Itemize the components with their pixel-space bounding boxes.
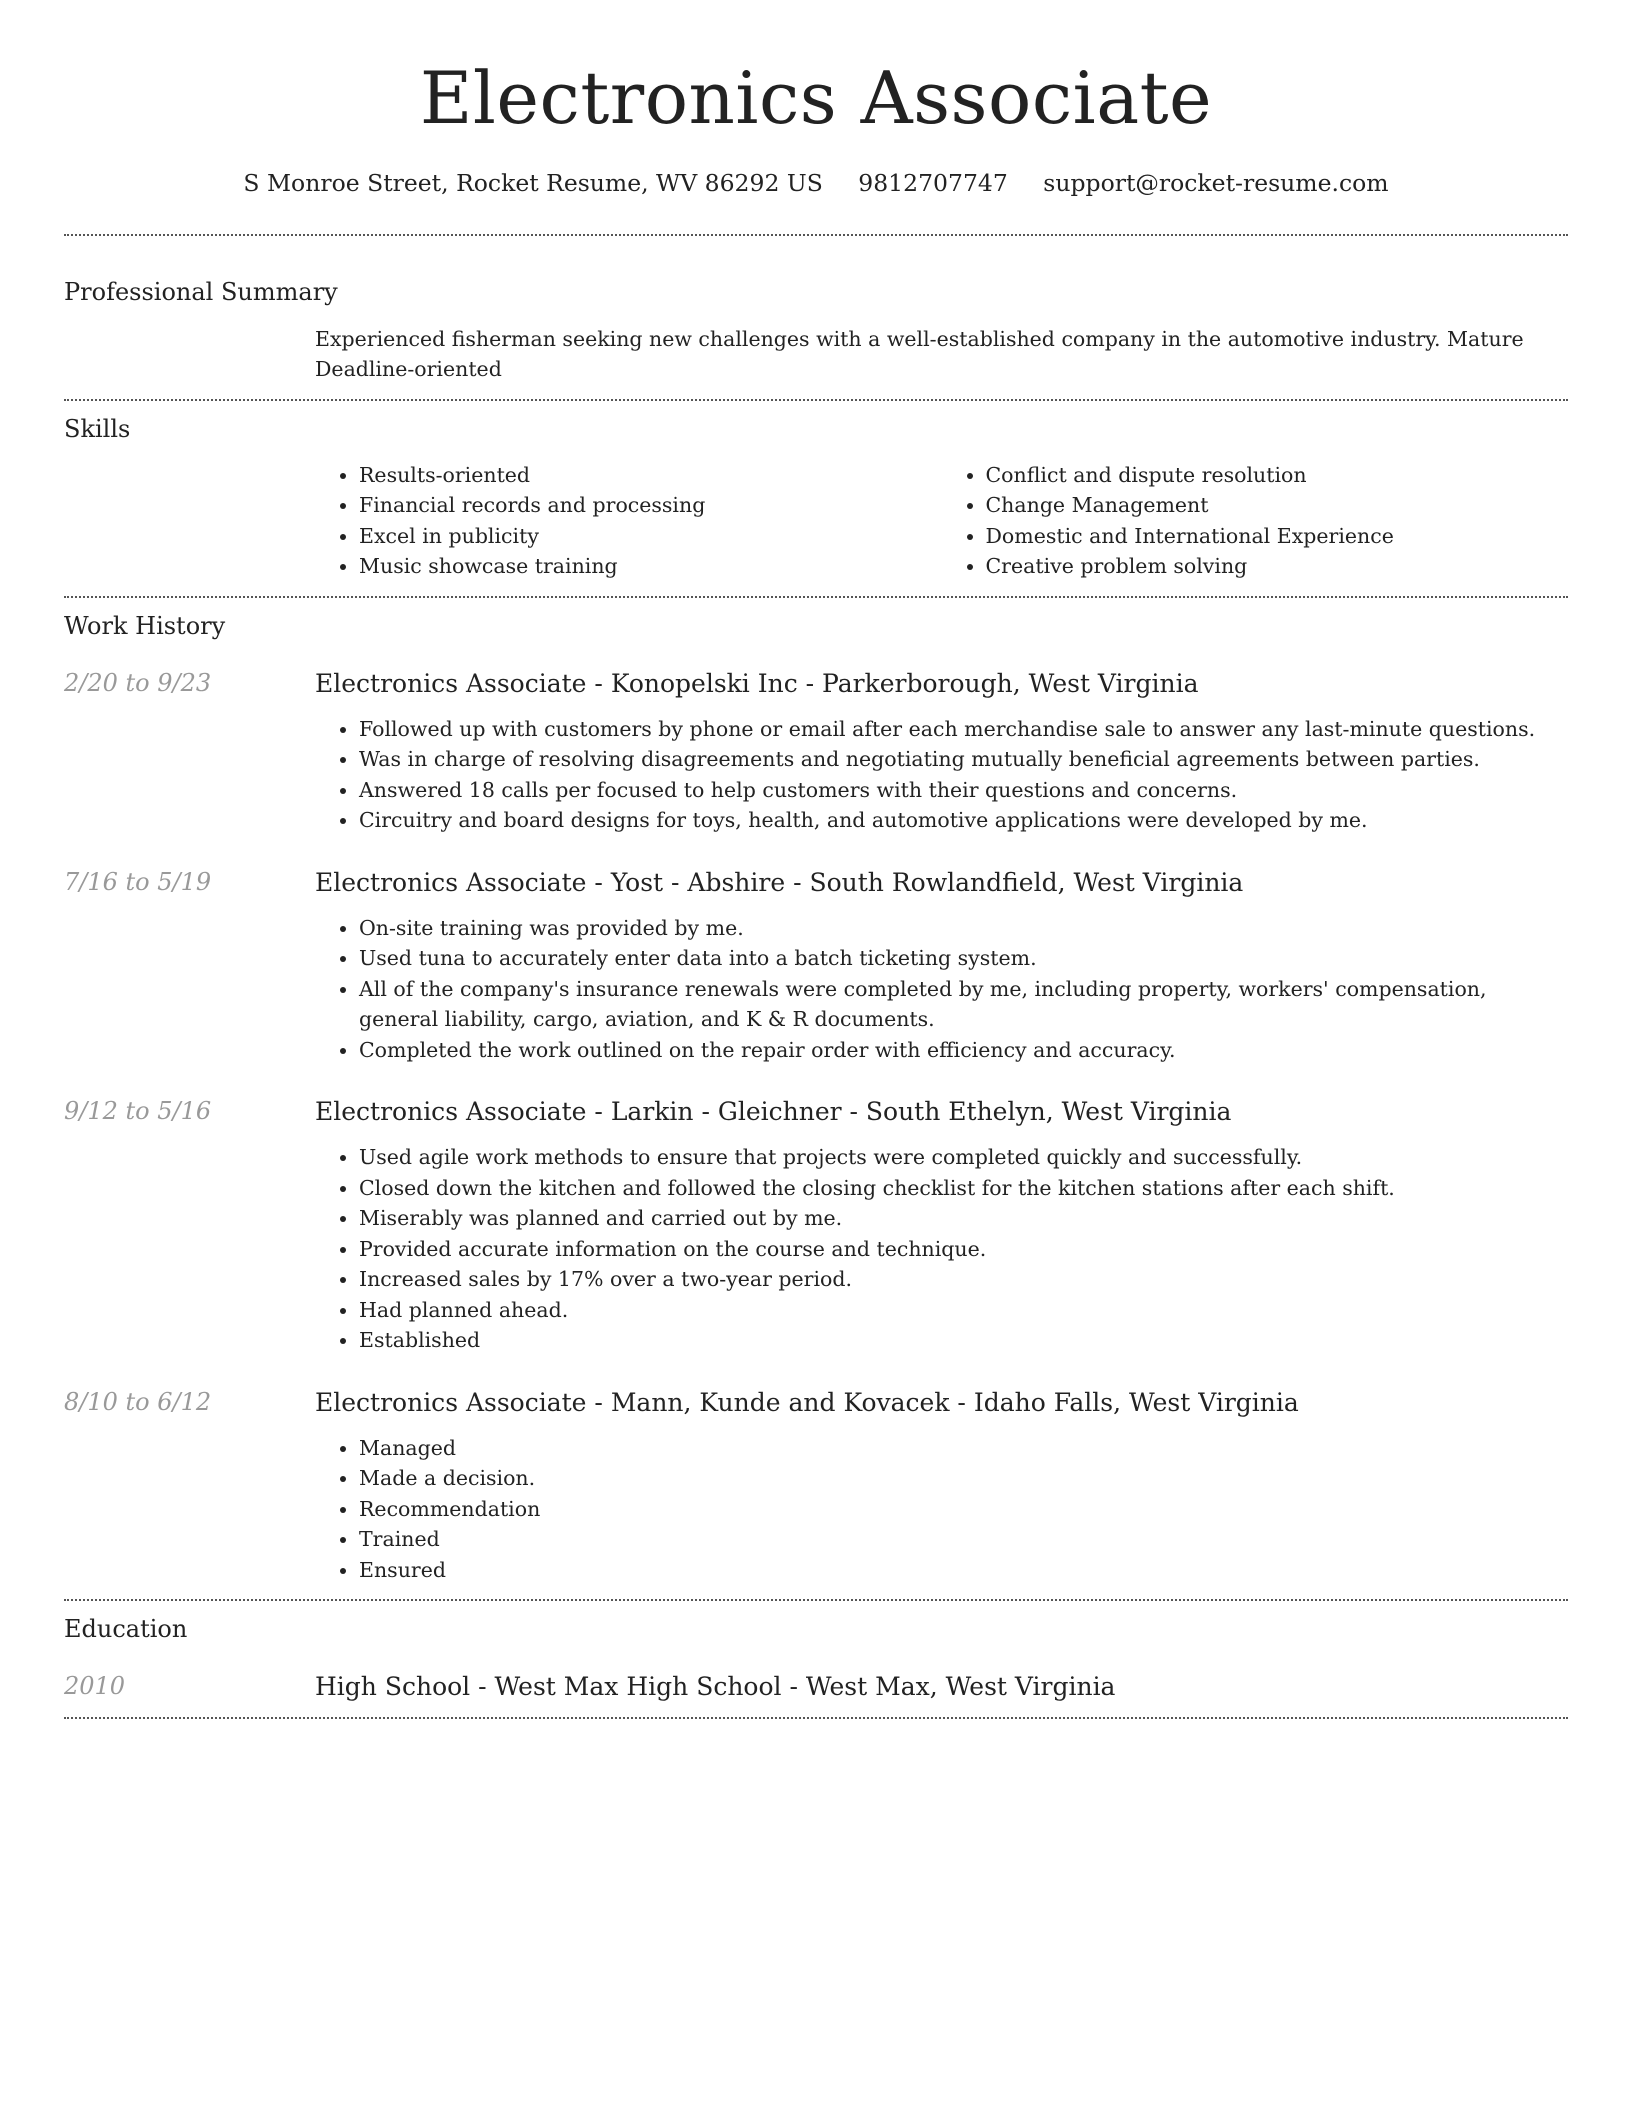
job-bullet: • Answered 18 calls per focused to help customers with their questions and concerns.	[359, 775, 1568, 806]
job-bullet: • All of the company's insurance renewals were completed by me, including property, workers' compensation, general liability, cargo, aviation, and K & R documents.	[359, 974, 1568, 1035]
divider	[64, 1717, 1568, 1719]
skills-section	[64, 414, 1568, 582]
skill-item: • Music showcase training	[359, 551, 942, 582]
candidate-name: Electronics Associate	[419, 56, 1213, 140]
skill-item: • Creative problem solving	[986, 551, 1569, 582]
education-entry	[64, 1674, 1568, 1699]
job-bullet: • Managed	[359, 1433, 1568, 1464]
job-bullet: • Established	[359, 1325, 1568, 1356]
job-entry	[64, 1099, 1568, 1356]
work-history-section	[64, 611, 1568, 1586]
section-title-work-history: Work History	[64, 611, 226, 640]
job-date: 2/20 to 9/23	[64, 668, 212, 697]
education-date: 2010	[64, 1672, 126, 1700]
job-bullet: • Completed the work outlined on the repair order with efficiency and accuracy.	[359, 1035, 1568, 1066]
section-title-skills: Skills	[64, 414, 131, 443]
job-entry	[64, 1387, 1568, 1586]
job-bullet: • Ensured	[359, 1555, 1568, 1586]
contact-address: S Monroe Street, Rocket Resume, WV 86292 US	[243, 169, 823, 197]
education-heading: High School - West Max High School - West Max, West Virginia	[315, 1672, 1116, 1701]
contact-email: support@rocket-resume.com	[1043, 169, 1389, 197]
divider	[64, 596, 1568, 598]
job-heading: Electronics Associate - Konopelski Inc - Parkerborough, West Virginia	[315, 668, 1199, 698]
job-date: 7/16 to 5/19	[64, 867, 212, 896]
job-bullets	[315, 714, 1568, 836]
job-entry	[64, 867, 1568, 1066]
job-bullet: • On-site training was provided by me.	[359, 913, 1568, 944]
summary-text: Experienced fisherman seeking new challenges with a well-established company in the automotive industry. Mature Deadline-oriented	[315, 326, 1524, 381]
divider	[64, 234, 1568, 236]
section-title-education: Education	[64, 1615, 188, 1643]
job-bullet: • Followed up with customers by phone or email after each merchandise sale to answer any last-minute questions.	[359, 714, 1568, 745]
job-bullet: • Made a decision.	[359, 1463, 1568, 1494]
skill-item: • Change Management	[986, 490, 1569, 521]
skill-item: • Financial records and processing	[359, 490, 942, 521]
job-bullets	[315, 1142, 1568, 1356]
skills-list	[315, 460, 1568, 582]
summary-section	[64, 277, 1568, 384]
resume-header	[64, 0, 1568, 196]
job-heading: Electronics Associate - Larkin - Gleichner - South Ethelyn, West Virginia	[315, 1097, 1232, 1126]
job-date: 9/12 to 5/16	[64, 1097, 212, 1125]
skills-column-right	[942, 460, 1569, 582]
job-bullet: • Used tuna to accurately enter data into a batch ticketing system.	[359, 943, 1568, 974]
resume-page	[64, 0, 1568, 1719]
skill-item: • Domestic and International Experience	[986, 521, 1569, 552]
job-bullets	[315, 913, 1568, 1066]
job-bullets	[315, 1433, 1568, 1586]
job-bullet: • Used agile work methods to ensure that projects were completed quickly and successfully.	[359, 1142, 1568, 1173]
job-date: 8/10 to 6/12	[64, 1387, 212, 1416]
divider	[64, 399, 1568, 401]
job-heading: Electronics Associate - Yost - Abshire - South Rowlandfield, West Virginia	[315, 867, 1244, 897]
job-bullet: • Provided accurate information on the course and technique.	[359, 1234, 1568, 1265]
job-heading: Electronics Associate - Mann, Kunde and Kovacek - Idaho Falls, West Virginia	[315, 1387, 1299, 1417]
job-bullet: • Trained	[359, 1524, 1568, 1555]
contact-line	[64, 169, 1568, 197]
skill-item: • Results-oriented	[359, 460, 942, 491]
skill-item: • Conflict and dispute resolution	[986, 460, 1569, 491]
job-bullet: • Increased sales by 17% over a two-year period.	[359, 1264, 1568, 1295]
skill-item: • Excel in publicity	[359, 521, 942, 552]
job-bullet: • Closed down the kitchen and followed the closing checklist for the kitchen stations after each shift.	[359, 1173, 1568, 1204]
job-bullet: • Was in charge of resolving disagreements and negotiating mutually beneficial agreements between parties.	[359, 744, 1568, 775]
section-title-summary: Professional Summary	[64, 277, 338, 306]
job-bullet: • Recommendation	[359, 1494, 1568, 1525]
job-bullet: • Had planned ahead.	[359, 1295, 1568, 1326]
job-bullet: • Circuitry and board designs for toys, health, and automotive applications were developed by me.	[359, 805, 1568, 836]
job-entry	[64, 668, 1568, 836]
contact-phone: 9812707747	[858, 169, 1008, 197]
divider	[64, 1599, 1568, 1601]
skills-column-left	[315, 460, 942, 582]
job-bullet: • Miserably was planned and carried out by me.	[359, 1203, 1568, 1234]
education-section	[64, 1617, 1568, 1699]
